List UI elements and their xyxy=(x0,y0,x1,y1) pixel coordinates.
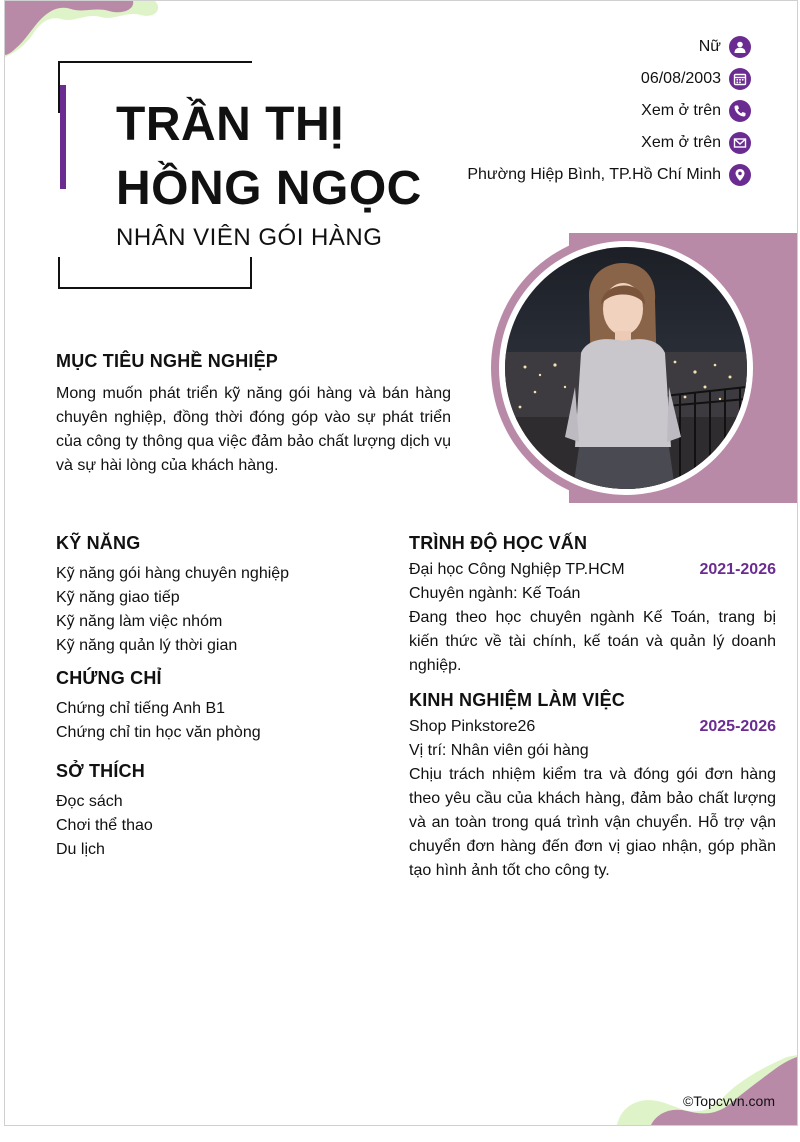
section-title: CHỨNG CHỈ xyxy=(56,668,162,688)
skills-section xyxy=(56,533,376,658)
hobbies-section xyxy=(56,761,376,862)
education-header-row xyxy=(409,558,776,582)
person-icon xyxy=(729,36,751,58)
contact-email: Xem ở trên xyxy=(467,127,751,159)
education-major: Chuyên ngành: Kế Toán xyxy=(409,585,581,602)
list-item: Chơi thể thao xyxy=(56,817,153,834)
experience-section xyxy=(409,690,776,883)
experience-position: Vị trí: Nhân viên gói hàng xyxy=(409,742,589,759)
section-title: TRÌNH ĐỘ HỌC VẤN xyxy=(409,533,588,553)
list-item: Kỹ năng giao tiếp xyxy=(56,589,180,606)
experience-years: 2025-2026 xyxy=(699,718,776,735)
phone-icon xyxy=(729,100,751,122)
copyright-text: ©Topcvvn.com xyxy=(682,1093,775,1109)
company-name: Shop Pinkstore26 xyxy=(409,718,536,735)
decorative-blob-bottom-right xyxy=(607,1055,797,1125)
contact-phone: Xem ở trên xyxy=(467,95,751,127)
contact-gender: Nữ xyxy=(467,31,751,63)
career-objective-section xyxy=(56,351,451,478)
location-pin-icon xyxy=(729,164,751,186)
list-item: Kỹ năng làm việc nhóm xyxy=(56,613,223,630)
section-title: KỸ NĂNG xyxy=(56,533,141,553)
accent-bar xyxy=(60,85,66,189)
education-years: 2021-2026 xyxy=(699,561,776,578)
education-description: Đang theo học chuyên ngành Kế Toán, trang bị kiến thức về tài chính, kế toán và quản lý doanh nghiệp. xyxy=(409,609,776,674)
school-name: Đại học Công Nghiệp TP.HCM xyxy=(409,561,625,578)
contact-birthday: 06/08/2003 xyxy=(467,63,751,95)
experience-header-row xyxy=(409,715,776,739)
section-title: KINH NGHIỆM LÀM VIỆC xyxy=(409,690,626,710)
list-item: Đọc sách xyxy=(56,793,123,810)
job-title: NHÂN VIÊN GÓI HÀNG xyxy=(116,224,383,251)
cv-page xyxy=(4,0,798,1126)
right-column xyxy=(409,533,776,895)
mail-icon xyxy=(729,132,751,154)
certificates-section xyxy=(56,668,376,745)
left-column xyxy=(56,533,376,872)
list-item: Chứng chỉ tin học văn phòng xyxy=(56,724,261,741)
objective-text: Mong muốn phát triển kỹ năng gói hàng và bán hàng chuyên nghiệp, đồng thời đóng góp vào sự phát triển của công ty thông qua việc đảm bảo chất lượng dịch vụ và sự hài lòng của khách hàng. xyxy=(56,385,451,474)
list-item: Kỹ năng quản lý thời gian xyxy=(56,637,238,654)
decorative-blob-top-left xyxy=(5,1,165,61)
candidate-name: TRẦN THỊ HỒNG NGỌC xyxy=(116,98,422,215)
section-title: MỤC TIÊU NGHỀ NGHIỆP xyxy=(56,351,279,371)
list-item: Chứng chỉ tiếng Anh B1 xyxy=(56,700,226,717)
experience-description: Chịu trách nhiệm kiểm tra và đóng gói đơn hàng theo yêu cầu của khách hàng, đảm bảo chất lượng và an toàn trong quá trình vận chuyển. Hỗ trợ vận chuyển đơn hàng đến đơn vị giao nhận, góp phần tạo hình ảnh tốt cho công ty. xyxy=(409,766,776,879)
section-title: SỞ THÍCH xyxy=(56,761,145,781)
list-item: Kỹ năng gói hàng chuyên nghiệp xyxy=(56,565,290,582)
contact-list xyxy=(467,31,751,191)
profile-photo xyxy=(505,247,747,489)
education-section xyxy=(409,533,776,678)
calendar-icon xyxy=(729,68,751,90)
contact-address: Phường Hiệp Bình, TP.Hồ Chí Minh xyxy=(467,159,751,191)
list-item: Du lịch xyxy=(56,841,105,858)
